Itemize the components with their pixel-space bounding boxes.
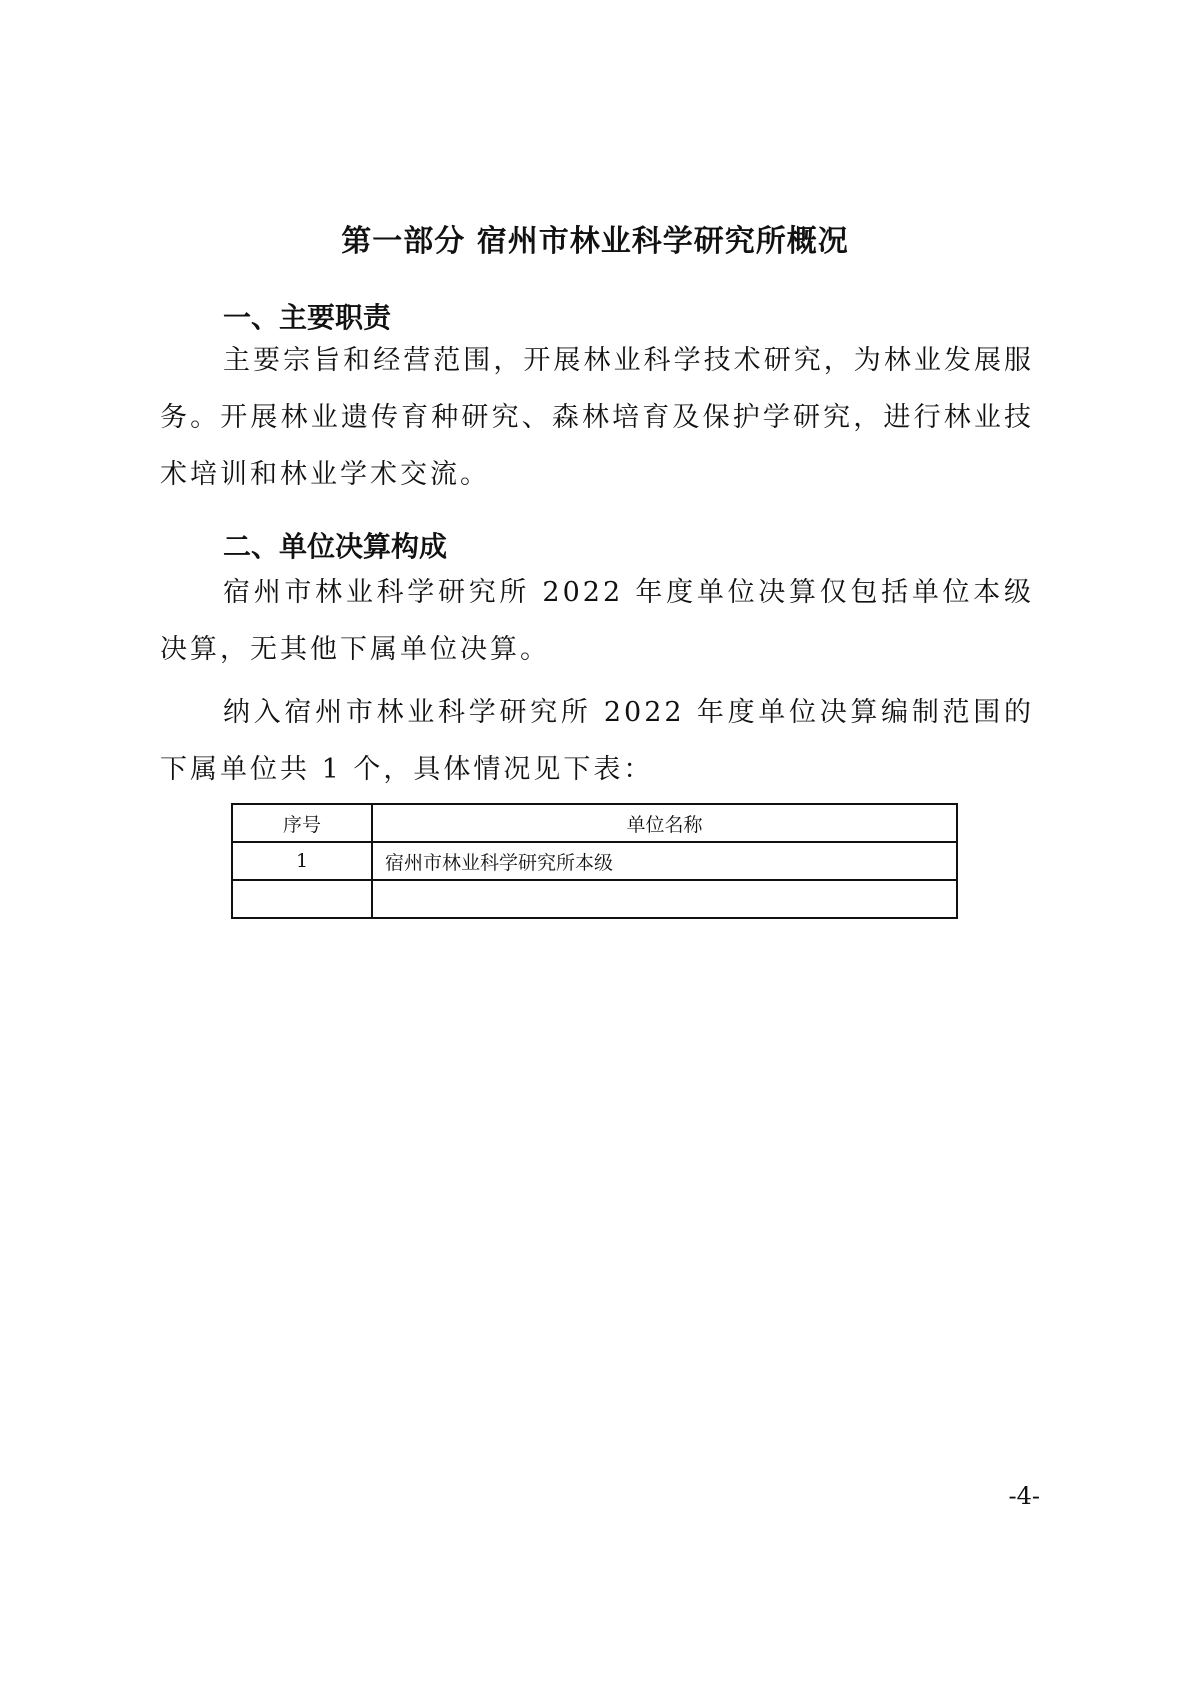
subordinate-units-table — [231, 803, 958, 919]
page-title: 第一部分 宿州市林业科学研究所概况 — [341, 224, 849, 259]
column-header-index: 序号 — [232, 804, 372, 842]
table-cell-index — [232, 880, 372, 918]
section-heading-main-duties: 一、主要职责 — [223, 301, 392, 334]
table-cell-unit-name — [372, 880, 957, 918]
table-row — [232, 880, 957, 918]
section-heading-budget-composition: 二、单位决算构成 — [223, 530, 448, 563]
table-header-row — [232, 804, 957, 842]
budget-scope-paragraph: 宿州市林业科学研究所 2022 年度单位决算仅包括单位本级决算，无其他下属单位决算。 — [160, 577, 1034, 665]
table-row — [232, 842, 957, 880]
duties-paragraph: 主要宗旨和经营范围，开展林业科学技术研究，为林业发展服务。开展林业遗传育种研究、森林培育及保护学研究，进行林业技术培训和林业学术交流。 — [160, 345, 1034, 490]
table-cell-index: 1 — [232, 842, 372, 880]
subordinate-units-paragraph: 纳入宿州市林业科学研究所 2022 年度单位决算编制范围的下属单位共 1 个，具体情况见下表： — [160, 697, 1034, 785]
page-number: -4- — [1008, 1482, 1040, 1510]
table-cell-unit-name: 宿州市林业科学研究所本级 — [372, 842, 957, 880]
column-header-unit-name: 单位名称 — [372, 804, 957, 842]
